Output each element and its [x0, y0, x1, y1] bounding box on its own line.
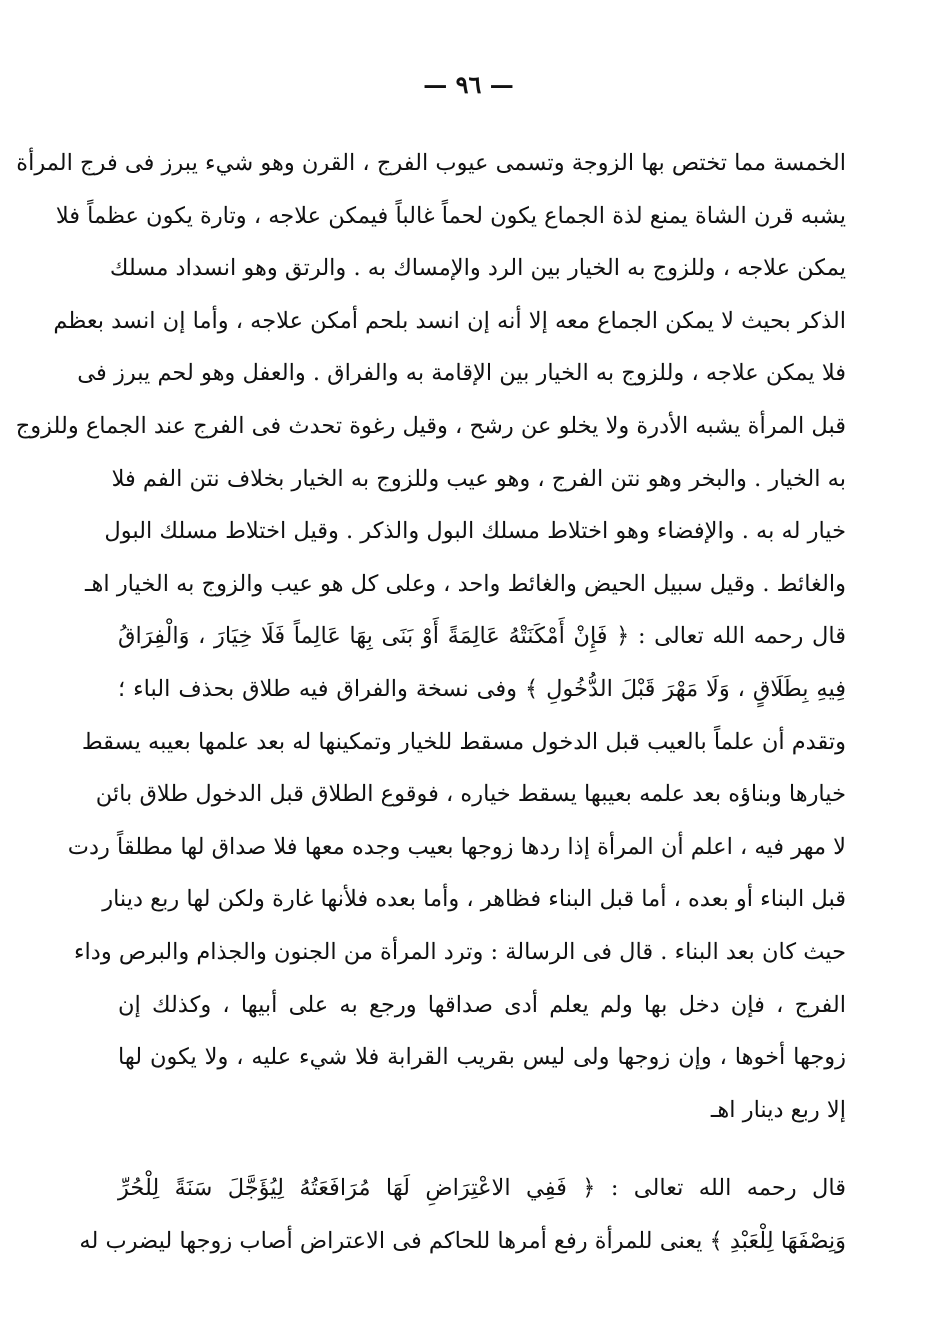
text-line: إلا ربع دينار اهـ	[710, 1096, 846, 1123]
text-line: به الخيار . والبخر وهو نتن الفرج ، وهو عيب وللزوج به الخيار بخلاف نتن الفم فلا	[111, 465, 846, 492]
text-line: يمكن علاجه ، وللزوج به الخيار بين الرد والإمساك به . والرتق وهو انسداد مسلك	[109, 255, 846, 282]
text-line: قبل المرأة يشبه الأدرة ولا يخلو عن رشح ، وقيل رغوة تحدث فى الفرج عند الجماع وللزوج	[15, 412, 846, 439]
text-line: قبل البناء أو بعده ، أما قبل البناء فظاهر ، وأما بعده فلأنها غارة ولكن لها ربع دينار	[102, 886, 846, 913]
text-line: قال رحمه الله تعالى : ﴿ فَإِنْ أَمْكَنَتْهُ عَالِمَةً أَوْ بَنَى بِهَا عَالِماً فَلَا خِيَارَ ، وَالْفِرَاقُ	[118, 623, 846, 650]
text-line: حيث كان بعد البناء . قال فى الرسالة : وترد المرأة من الجنون والجذام والبرص وداء	[73, 938, 846, 965]
text-line: الفرج ، فإن دخل بها ولم يعلم أدى صداقها ورجع به على أبيها ، وكذلك إن	[118, 991, 846, 1018]
text-line: الذكر بحيث لا يمكن الجماع معه إلا أنه إن انسد بلحم أمكن علاجه ، وأما إن انسد بعظم	[53, 307, 846, 334]
main-text-block	[15, 137, 846, 1136]
text-line: الخمسة مما تختص بها الزوجة وتسمى عيوب الفرج ، القرن وهو شيء يبرز فى فرج المرأة	[16, 150, 846, 176]
text-line: خيار له به . والإفضاء وهو اختلاط مسلك البول والذكر . وقيل اختلاط مسلك البول	[104, 518, 846, 545]
text-line: وَنِصْفَهَا لِلْعَبْدِ ﴾ يعنى للمرأة رفع أمرها للحاكم فى الاعتراض أصاب زوجها ليضرب له	[79, 1227, 846, 1254]
text-line: زوجها أخوها ، وإن زوجها ولى ليس بقريب القرابة فلا شيء عليه ، ولا يكون لها	[118, 1044, 846, 1071]
text-line: لا مهر فيه ، اعلم أن المرأة إذا ردها زوجها بعيب وجده معها فلا صداق لها مطلقاً ردت	[67, 833, 846, 860]
text-line: يشبه قرن الشاة يمنع لذة الجماع يكون لحماً غالباً فيمكن علاجه ، وتارة يكون عظماً فلا	[55, 202, 846, 229]
text-line: فلا يمكن علاجه ، وللزوج به الخيار بين الإقامة به والفراق . والعفل وهو لحم يبرز فى	[77, 360, 846, 387]
text-line: والغائط . وقيل سبيل الحيض والغائط واحد ، وعلى كل هو عيب والزوج به الخيار اهـ	[84, 570, 846, 597]
page-number: — ٩٦ —	[423, 70, 514, 99]
text-line: قال رحمه الله تعالى : ﴿ فَفِي الاعْتِرَاضِ لَهَا مُرَافَعَتُهُ لِيُؤَجَّلَ سَنَةً لِلْحُرِّ	[118, 1175, 846, 1201]
text-line: خيارها وبناؤه بعد علمه بعيبها يسقط خياره ، فوقوع الطلاق قبل الدخول طلاق بائن	[95, 781, 846, 808]
text-line: وتقدم أن علماً بالعيب قبل الدخول مسقط للخيار وتمكينها له بعد علمها بعيبه يسقط	[81, 728, 846, 755]
closing-text-block	[79, 1162, 846, 1267]
text-line: فِيهِ بِطَلَاقٍ ، وَلَا مَهْرَ قَبْلَ الدُّخُولِ ﴾ وفى نسخة والفراق فيه طلاق بحذف الباء ؛	[118, 675, 846, 702]
